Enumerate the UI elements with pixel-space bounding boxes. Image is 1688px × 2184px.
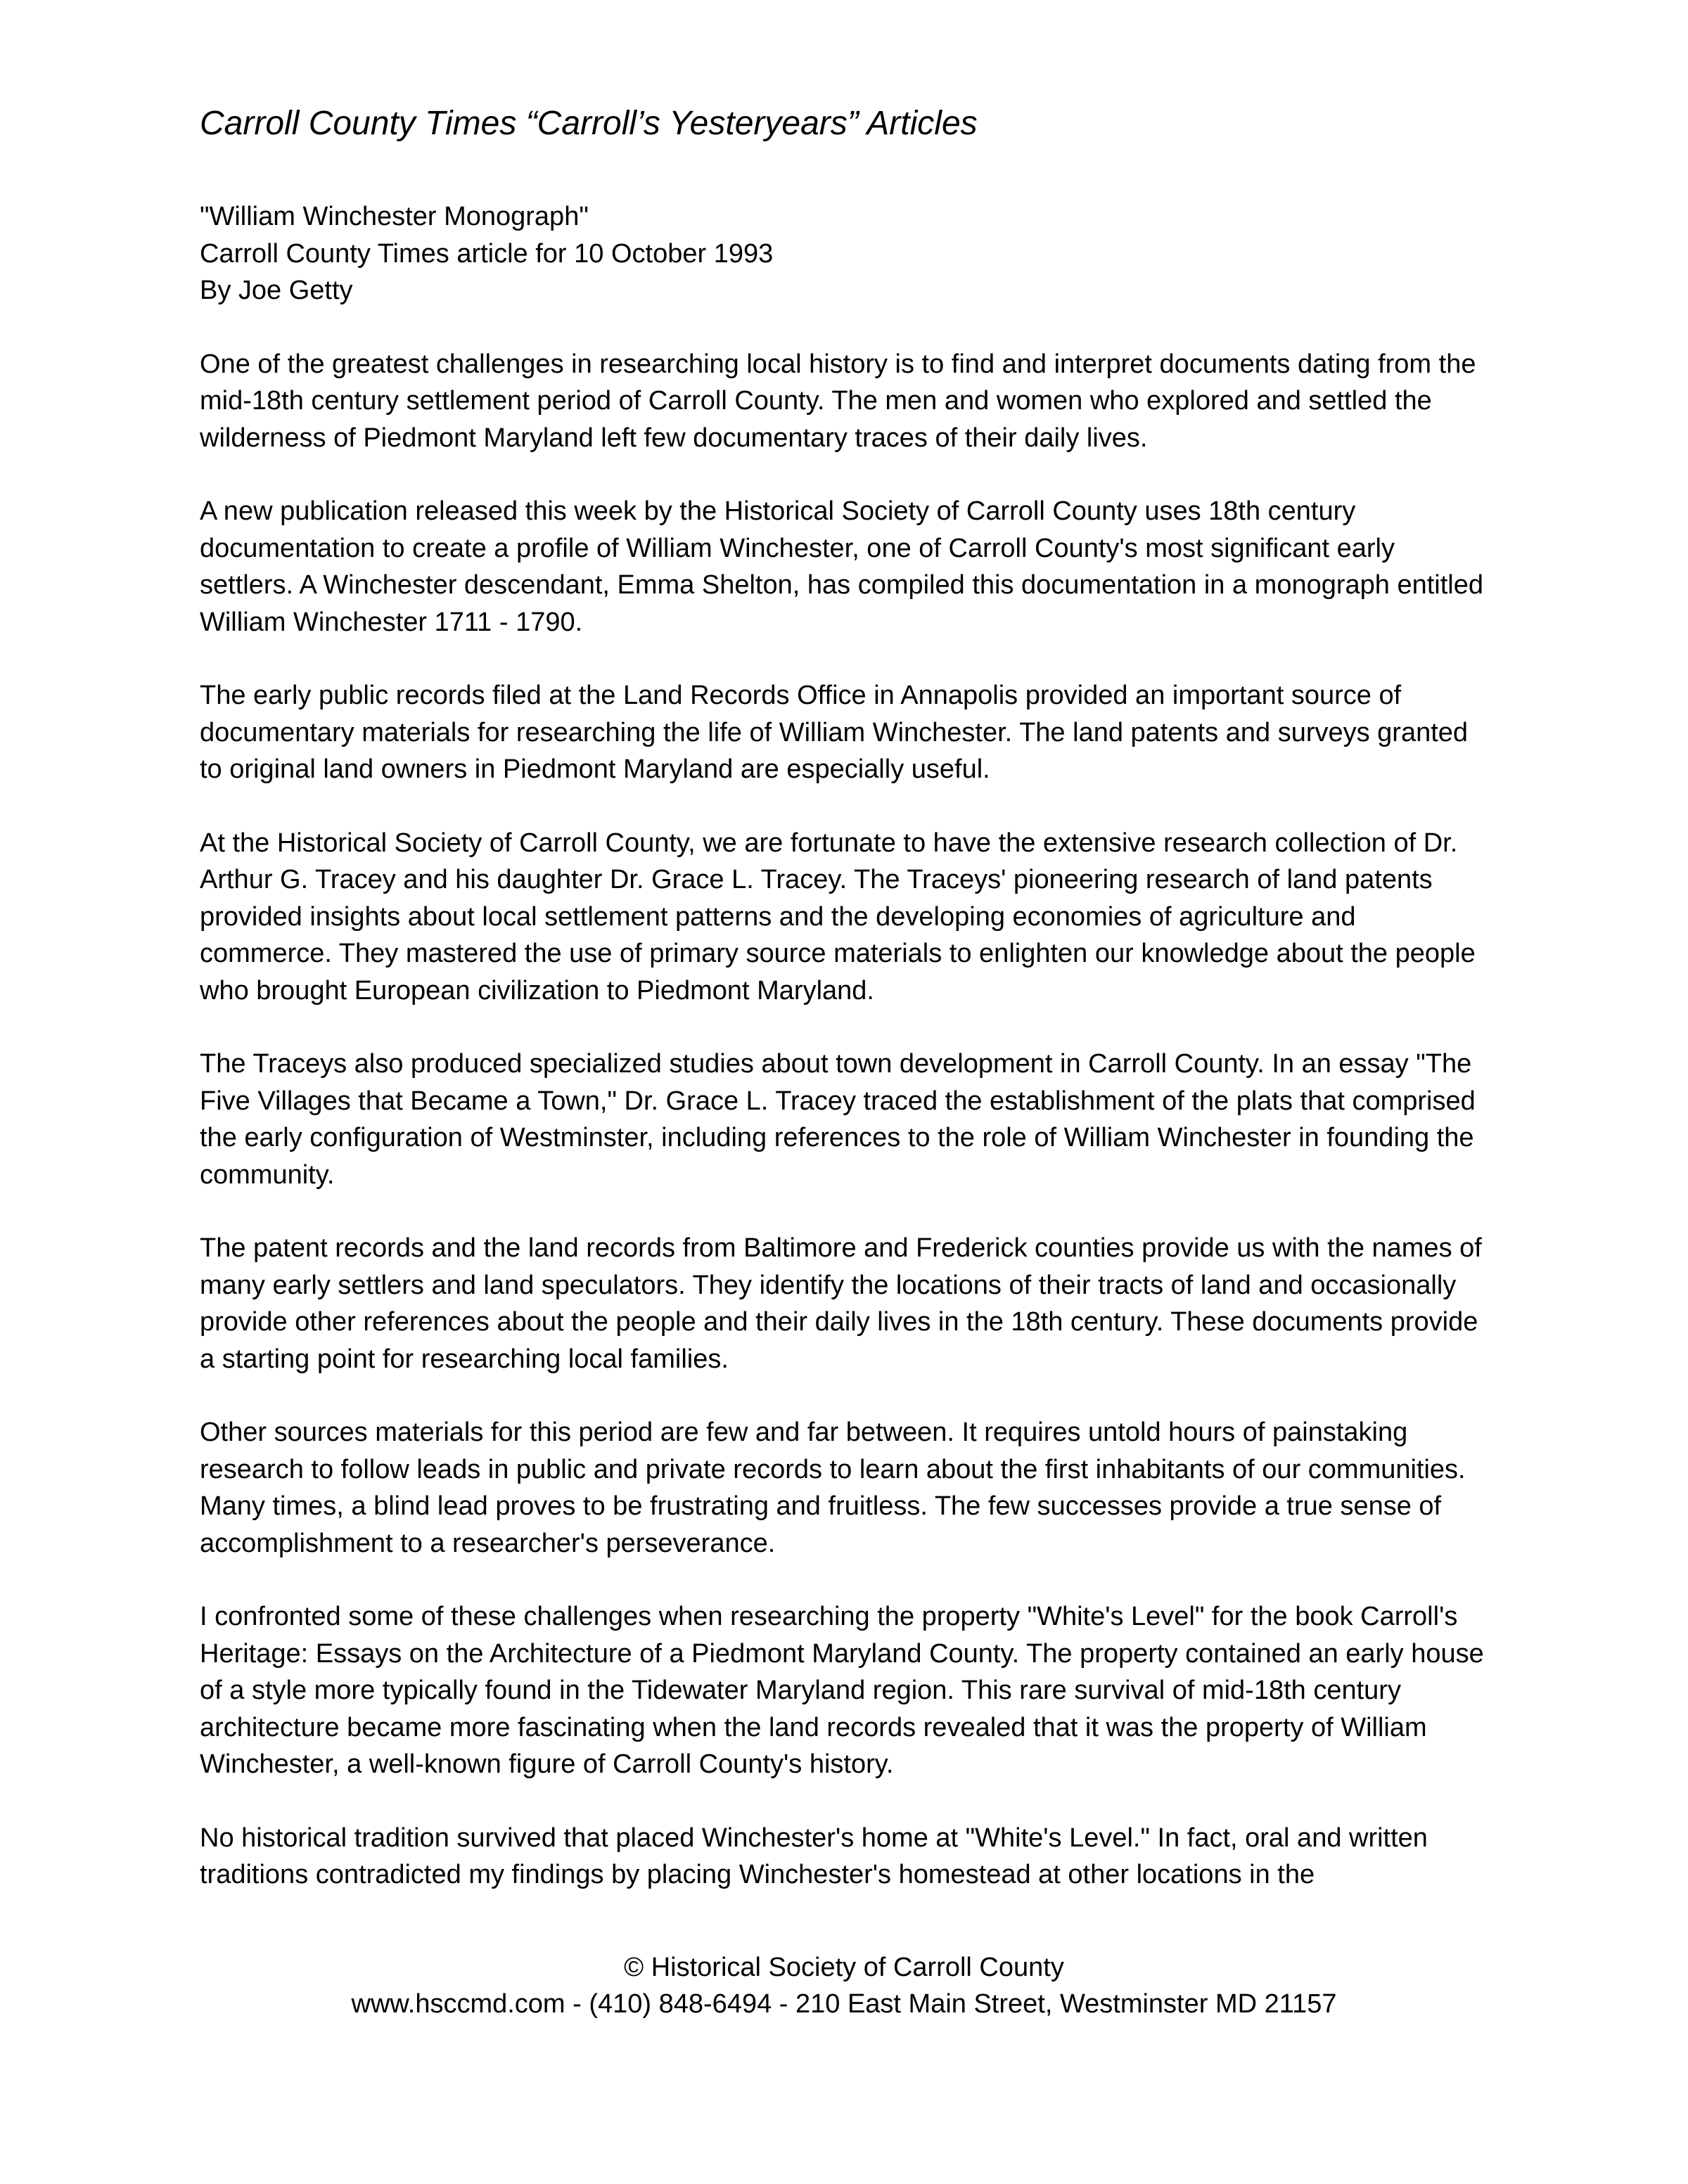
footer-copyright: © Historical Society of Carroll County [624, 1953, 1064, 1982]
paragraph-3: The early public records filed at the Land Records Office in Annapolis provided an important source of documentary materials for researching the life of William Winchester. The land patents and surveys granted to original land owners in Piedmont Maryland are especially useful. [200, 681, 1469, 784]
paragraph-8: I confronted some of these challenges when researching the property "White's Level" for the book Carroll's Heritage: Essays on the Architecture of a Piedmont Maryland County. The property contained an early house of a style more typically found in the Tidewater Maryland region. This rare survival of mid-18th century architecture became more fascinating when the land records revealed that it was the property of William Winchester, a well-known figure of Carroll County's history. [200, 1602, 1484, 1779]
paragraph-5: The Traceys also produced specialized studies about town development in Carroll County. In an essay "The Five Villages that Became a Town," Dr. Grace L. Tracey traced the establishment of the plats that comprised the early configuration of Westminster, including references to the role of William Winchester in founding the community. [200, 1049, 1476, 1190]
page-title: Carroll County Times “Carroll’s Yesteryears” Articles [200, 105, 978, 142]
article-headline: "William Winchester Monograph" [200, 202, 589, 231]
paragraph-2: A new publication released this week by the Historical Society of Carroll County uses 18th century documentation to create a profile of William Winchester, one of Carroll County's most significant early settlers. A Winchester descendant, Emma Shelton, has compiled this documentation in a monograph entitled William Winchester 1711 - 1790. [200, 496, 1484, 637]
article-body [200, 198, 1494, 1930]
paragraph-1: One of the greatest challenges in researching local history is to find and interpret documents dating from the mid-18th century settlement period of Carroll County. The men and women who explored and settled the wilderness of Piedmont Maryland left few documentary traces of their daily lives. [200, 349, 1476, 453]
page-footer [0, 1949, 1688, 2022]
byline: By Joe Getty [200, 276, 353, 305]
article-meta [200, 198, 1494, 309]
paragraph-7: Other sources materials for this period are few and far between. It requires untold hours of painstaking research to follow leads in public and private records to learn about the first inhabitants of our communities. Many times, a blind lead proves to be frustrating and fruitless. The few successes provide a true sense of accomplishment to a researcher's perseverance. [200, 1418, 1466, 1558]
paragraph-9: No historical tradition survived that placed Winchester's home at "White's Level." In fact, oral and written traditions contradicted my findings by placing Winchester's homestead at other locations in the [200, 1823, 1428, 1889]
paragraph-6: The patent records and the land records from Baltimore and Frederick counties provide us with the names of many early settlers and land speculators. They identify the locations of their tracts of land and occasionally provide other references about the people and their daily lives in the 18th century. These documents provide a starting point for researching local families. [200, 1233, 1482, 1374]
footer-contact: www.hsccmd.com - (410) 848-6494 - 210 East Main Street, Westminster MD 21157 [351, 1989, 1337, 2019]
publication-line: Carroll County Times article for 10 October 1993 [200, 238, 774, 269]
paragraph-4: At the Historical Society of Carroll County, we are fortunate to have the extensive research collection of Dr. Arthur G. Tracey and his daughter Dr. Grace L. Tracey. The Traceys' pioneering research of land patents provided insights about local settlement patterns and the developing economies of agriculture and commerce. They mastered the use of primary source materials to enlighten our knowledge about the people who brought European civilization to Piedmont Maryland. [200, 828, 1476, 1006]
